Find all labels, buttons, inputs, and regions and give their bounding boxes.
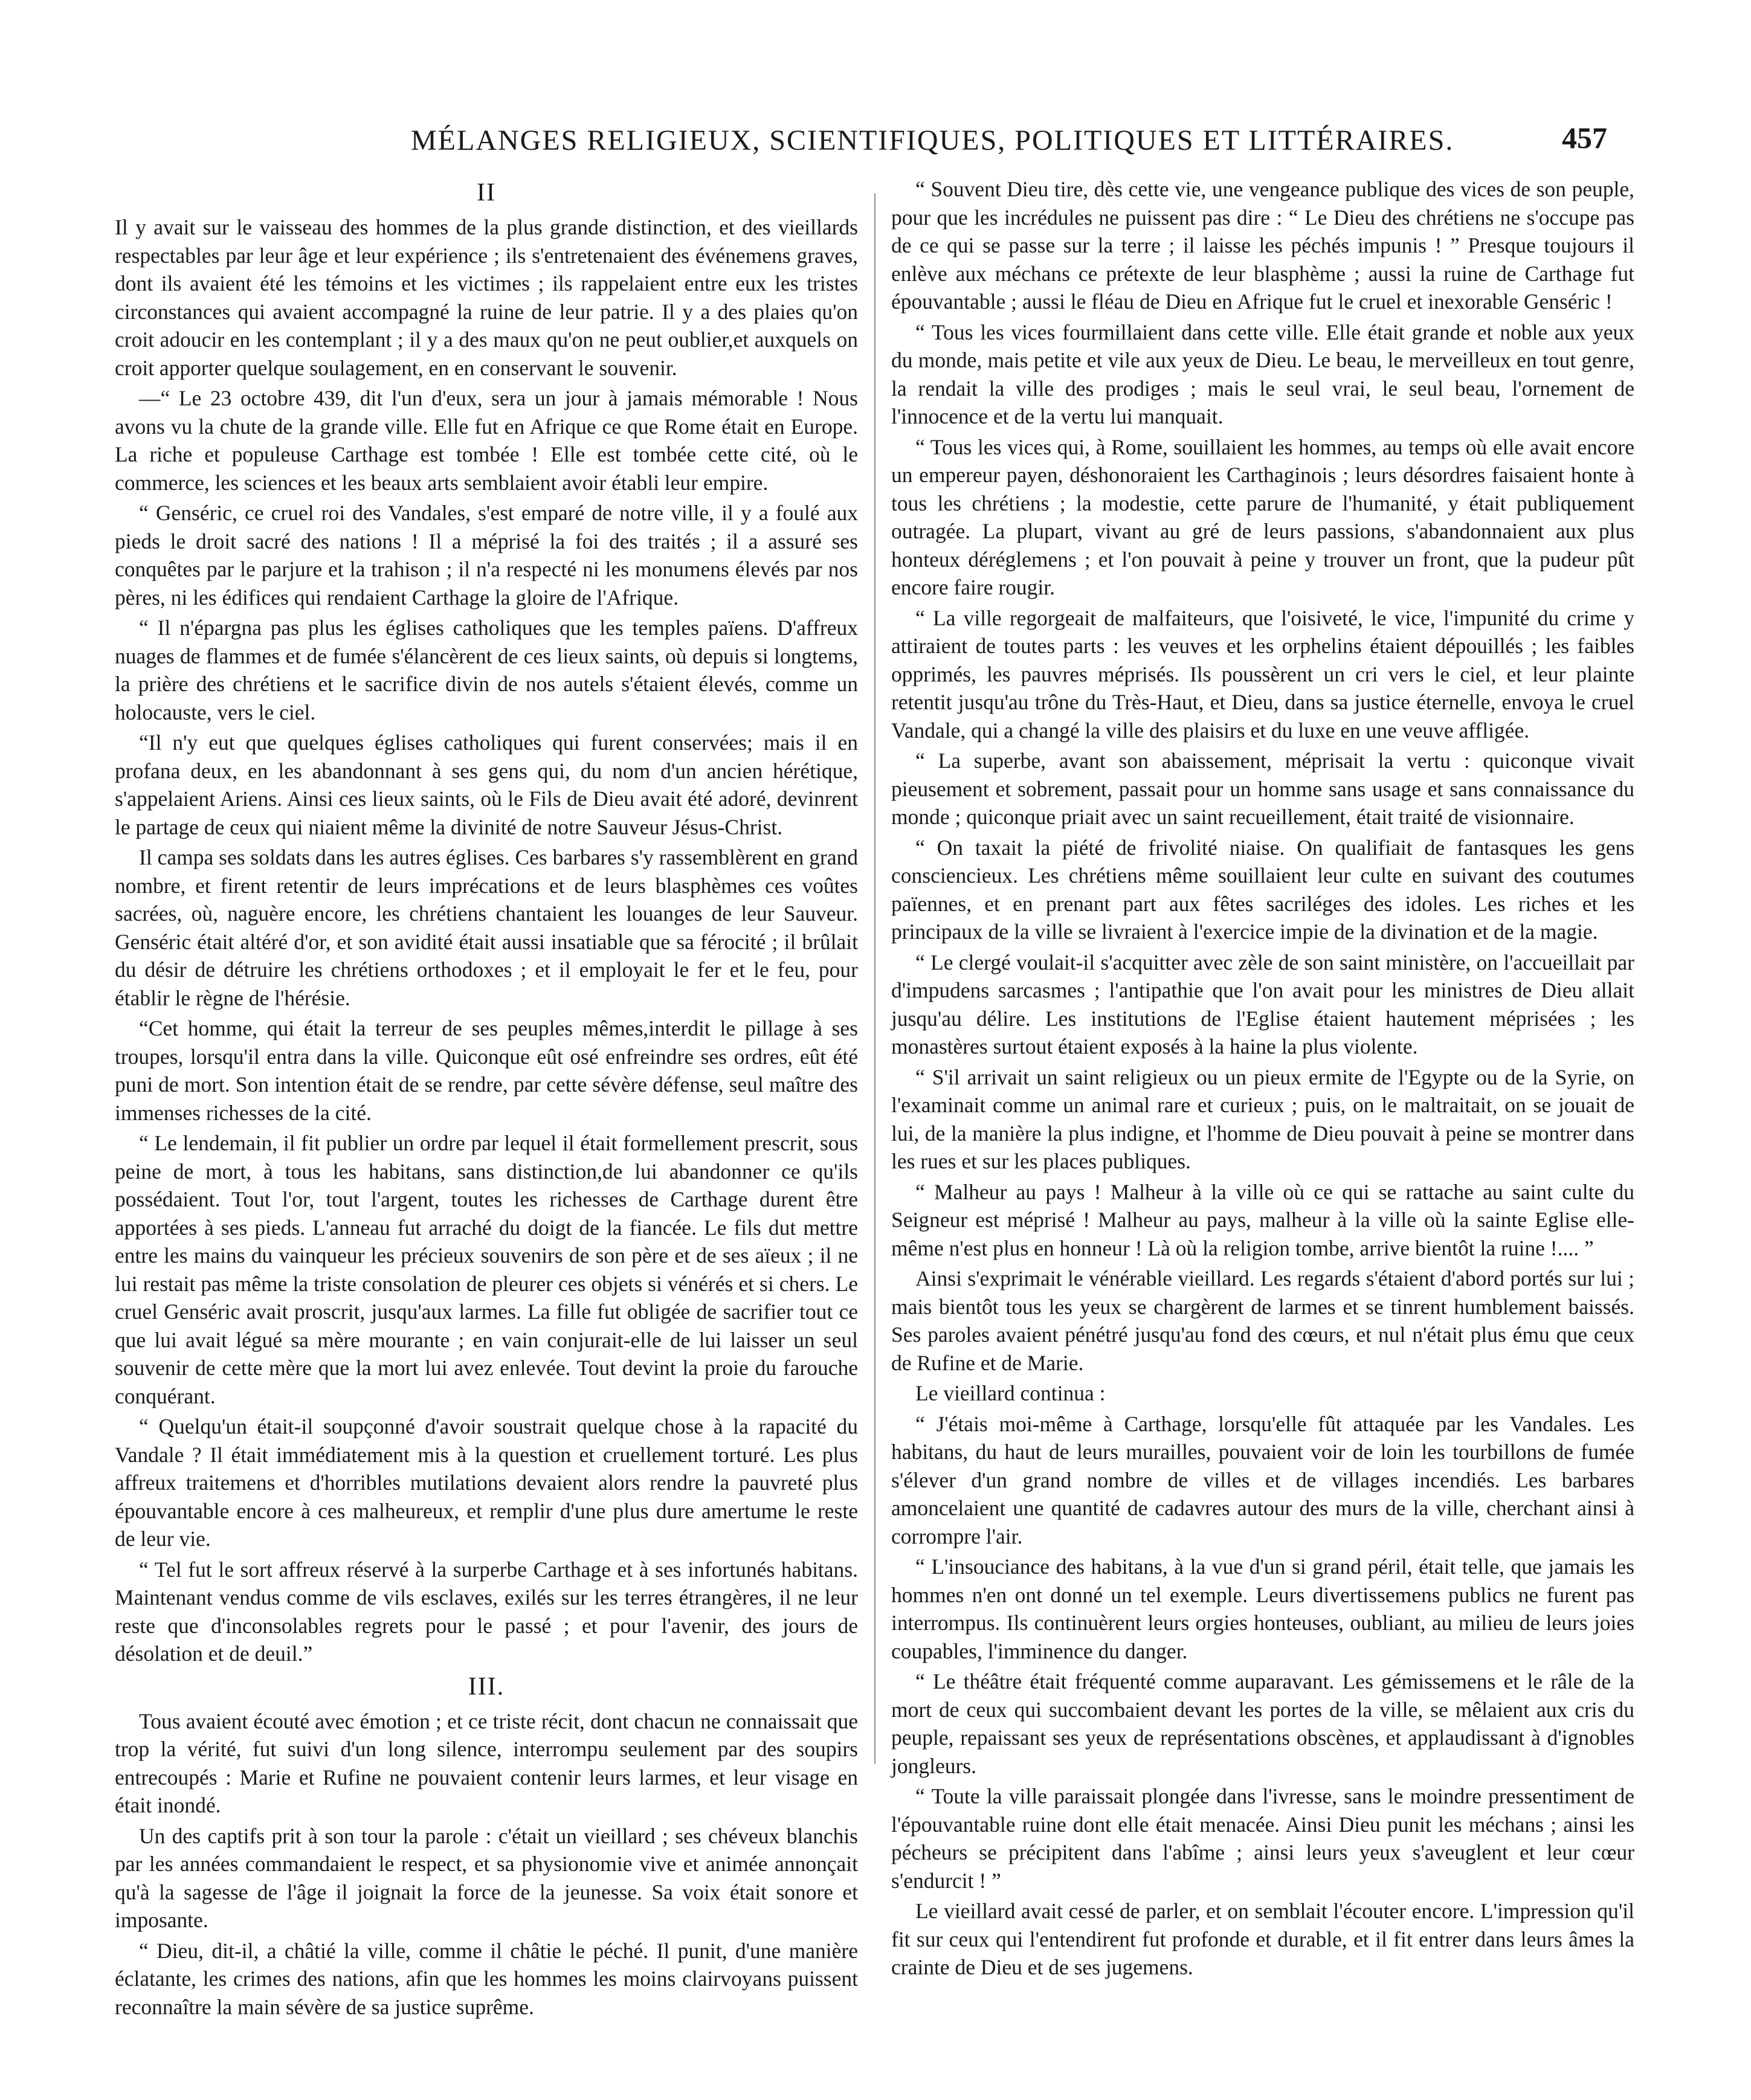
paragraph: “ Tous les vices fourmillaient dans cette ville. Elle était grande et noble aux yeux du monde, mais petite et vile aux yeux de Dieu. Le beau, le merveilleux en tout genre, la rendait la ville des prodiges ; mais le seul vrai, le seul beau, l'ornement de l'innocence et de la vertu lui manquait. (891, 320, 1634, 428)
paragraph: “ S'il arrivait un saint religieux ou un pieux ermite de l'Egypte ou de la Syrie, on l'examinait comme un animal rare et curieux ; puis, on le maltraitait, on se jouait de lui, de la manière la plus indigne, et l'homme de Dieu pouvait à peine se montrer dans les rues et sur les places publiques. (891, 1064, 1634, 1173)
paragraph: “ On taxait la piété de frivolité niaise. On qualifiait de fantasques les gens consciencieux. Les chrétiens même souillaient leur culte en suivant des coutumes païennes, et en prenant part aux fêtes sacriléges des idoles. Les riches et les principaux de la ville se livraient à l'exercice impie de la divination et de la magie. (891, 835, 1634, 944)
running-title: MÉLANGES RELIGIEUX, SCIENTIFIQUES, POLITIQUES ET LITTÉRAIRES. (411, 124, 1454, 156)
paragraph: Il y avait sur le vaisseau des hommes de la plus grande distinction, et des vieillards respectables par leur âge et leur expérience ; ils s'entretenaient des événemens graves, dont ils avaient été les témoins et les victimes ; ils rappelaient entre eux les tristes circonstances qui avaient accompagné la ruine de leur patrie. Il y a des plaies qu'on croit adoucir en les contemplant ; il y a des maux qu'on ne peut oublier,et auxquels on croit apporter quelque soulagement, en en conservant le souvenir. (115, 215, 858, 380)
paragraph: Il campa ses soldats dans les autres églises. Ces barbares s'y rassemblèrent en grand nombre, et firent retentir de leurs imprécations et de leurs blasphèmes ces voûtes sacrées, où, naguère encore, les chrétiens chantaient les louanges de leur Sauveur. Genséric était altéré d'or, et son avidité était aussi insatiable que sa férocité ; il brûlait du désir de détruire les chrétiens orthodoxes ; et il employait le fer et le feu, pour établir le règne de l'hérésie. (115, 845, 858, 1010)
paragraph: Le vieillard continua : (915, 1381, 1106, 1405)
paragraph: “ Le lendemain, il fit publier un ordre par lequel il était formellement prescrit, sous peine de mort, à tous les habitans, sans distinction,de lui abandonner ce qu'ils possédaient. Tout l'or, tout l'argent, toutes les richesses de Carthage durent être apportées à ses pieds. L'anneau fut arraché du doigt de la fiancée. Le fils dut mettre entre les mains du vainqueur les précieux souvenirs de son père et de ses aïeux ; il ne lui restait pas même la triste consolation de pleurer ces objets si vénérés et si chers. Le cruel Genséric avait proscrit, jusqu'aux larmes. La fille fut obligée de sacrifier tout ce que lui avait légué sa mère mourante ; en vain conjurait-elle de lui laisser un seul souvenir de cette mère que la mort lui avez enlevée. Tout devint la proie du farouche conquérant. (115, 1131, 858, 1408)
running-head (145, 121, 1607, 166)
paragraph: Le vieillard avait cessé de parler, et on semblait l'écouter encore. L'impression qu'il fit sur ceux qui l'entendirent fut profonde et durable, et il fit entrer dans leurs âmes la crainte de Dieu et de ses jugemens. (891, 1899, 1634, 1979)
paragraph: “ Il n'épargna pas plus les églises catholiques que les temples païens. D'affreux nuages de flammes et de fumée s'élancèrent de ces lieux saints, où depuis si longtems, la prière des chrétiens et le sacrifice divin de nos autels s'étaient élevés, comme un holocauste, vers le ciel. (115, 616, 858, 724)
paragraph: “ Le clergé voulait-il s'acquitter avec zèle de son saint ministère, on l'accueillait par d'impudens sarcasmes ; l'antipathie que l'on avait pour les ministres de Dieu allait jusqu'au délire. Les institutions de l'Eglise étaient hautement méprisées ; les monastères surtout étaient exposés à la haine la plus violente. (891, 950, 1634, 1058)
paragraph: “ Quelqu'un était-il soupçonné d'avoir soustrait quelque chose à la rapacité du Vandale ? Il était immédiatement mis à la question et cruellement torturé. Les plus affreux traitemens et d'horribles mutilations devaient alors rendre la pauvreté plus épouvantable encore à ces malheureux, et remplir d'une plus dure amertume le reste de leur vie. (115, 1414, 858, 1551)
paragraph: “ Souvent Dieu tire, dès cette vie, une vengeance publique des vices de son peuple, pour que les incrédules ne puissent pas dire : “ Le Dieu des chrétiens ne s'occupe pas de ce qui se passe sur la terre ; il laisse les péchés impunis ! ” Presque toujours il enlève aux méchans ce prétexte de leur blasphème ; aussi la ruine de Carthage fut épouvantable ; aussi le fléau de Dieu en Afrique fut le cruel et inexorable Genséric ! (891, 177, 1634, 314)
left-column (115, 175, 858, 2023)
column-rule (874, 193, 876, 1764)
paragraph: Ainsi s'exprimait le vénérable vieillard. Les regards s'étaient d'abord portés sur lui ; mais bientôt tous les yeux se chargèrent de larmes et se tinrent humblement baissés. Ses paroles avaient pénétré jusqu'au fond des cœurs, et nul n'était plus ému que ceux de Rufine et de Marie. (891, 1266, 1634, 1375)
paragraph: “ La ville regorgeait de malfaiteurs, que l'oisiveté, le vice, l'impunité du crime y attiraient de toutes parts : les veuves et les orphelins étaient dépouillés ; les faibles opprimés, les pauvres méprisés. Ils poussèrent un cri vers le ciel, et leur plainte retentit jusqu'au trône du Très-Haut, et Dieu, dans sa justice éternelle, envoya le cruel Vandale, qui a changé la ville des plaisirs et du luxe en une veuve affligée. (891, 605, 1634, 742)
section-heading-ii: II (477, 179, 496, 207)
paragraph: “ Le théâtre était fréquenté comme auparavant. Les gémissemens et le râle de la mort de ceux qui succombaient devant les portes de la ville, se mêlaient aux cris du peuple, repaissant ses yeux de représentations obscènes, et applaudissant à d'ignobles jongleurs. (891, 1669, 1634, 1778)
paragraph: “ La superbe, avant son abaissement, méprisait la vertu : quiconque vivait pieusement et sobrement, passait pour un homme sans usage et sans connaissance du monde ; quiconque priait avec un saint recueillement, était traité de visionnaire. (891, 749, 1634, 829)
paragraph: “ Dieu, dit-il, a châtié la ville, comme il châtie le péché. Il punit, d'une manière éclatante, les crimes des nations, afin que les hommes les moins clairvoyans puissent reconnaître la main sévère de sa justice suprême. (115, 1938, 858, 2019)
paragraph: “ Tel fut le sort affreux réservé à la surperbe Carthage et à ses infortunés habitans. Maintenant vendus comme de vils esclaves, exilés sur les terres étrangères, il ne leur reste que d'inconsolables regrets pour le passé ; et pour l'avenir, des jours de désolation et de deuil.” (115, 1557, 858, 1666)
paragraph: Un des captifs prit à son tour la parole : c'était un vieillard ; ses chéveux blanchis par les années commandaient le respect, et sa physionomie vive et animée annonçait qu'à la sagesse de l'âge il joignait la force de la jeunesse. Sa voix était sonore et imposante. (115, 1823, 858, 1933)
paragraph: “ Tous les vices qui, à Rome, souillaient les hommes, au temps où elle avait encore un empereur payen, déshonoraient les Carthaginois ; leurs désordres faisaient honte à tous les chrétiens ; la modestie, cette parure de l'humanité, y était publiquement outragée. La plupart, vivant au gré de leurs passions, s'abandonnaient aux plus honteux déréglemens ; et l'on pouvait à peine y trouver un front, que la pudeur pût encore faire rougir. (891, 434, 1634, 599)
paragraph: “Cet homme, qui était la terreur de ses peuples mêmes,interdit le pillage à ses troupes, lorsqu'il entra dans la ville. Quiconque eût osé enfreindre ses ordres, eût été puni de mort. Son intention était de se rendre, par cette sévère défense, seul maître des immenses richesses de la cité. (115, 1016, 858, 1125)
paragraph: “ J'étais moi-même à Carthage, lorsqu'elle fût attaquée par les Vandales. Les habitans, du haut de leurs murailles, pouvaient voir de loin les tourbillons de fumée s'élever d'un grand nombre de villes et de villages incendiés. Les barbares amoncelaient une quantité de cadavres autour des murs de la ville, cherchant ainsi à corrompre l'air. (891, 1411, 1634, 1548)
paragraph: —“ Le 23 octobre 439, dit l'un d'eux, sera un jour à jamais mémorable ! Nous avons vu la chute de la grande ville. Elle fut en Afrique ce que Rome était en Europe. La riche et populeuse Carthage est tombée ! Elle est tombée cette cité, où le commerce, les sciences et les beaux arts semblaient avoir établi leur empire. (115, 386, 858, 495)
paragraph: “Il n'y eut que quelques églises catholiques qui furent conservées; mais il en profana deux, en les abandonnant à ses gens qui, du nom d'un ancien hérétique, s'appelaient Ariens. Ainsi ces lieux saints, où le Fils de Dieu avait été adoré, devinrent le partage de ceux qui niaient même la divinité de notre Sauveur Jésus-Christ. (115, 730, 858, 839)
page-number: 457 (1562, 121, 1607, 155)
paragraph: “ Toute la ville paraissait plongée dans l'ivresse, sans le moindre pressentiment de l'épouvantable ruine dont elle était menacée. Ainsi Dieu punit les méchans ; ainsi les pécheurs se précipitent dans l'abîme ; ainsi leurs yeux s'aveuglent et leur cœur s'endurcit ! ” (891, 1784, 1634, 1893)
paragraph: “ Malheur au pays ! Malheur à la ville où ce qui se rattache au saint culte du Seigneur est méprisé ! Malheur au pays, malheur à la ville où la sainte Eglise elle-même n'est plus en honneur ! Là où la religion tombe, arrive bientôt la ruine !.... ” (891, 1179, 1634, 1260)
section-heading-iii: III. (468, 1672, 505, 1701)
paragraph: Tous avaient écouté avec émotion ; et ce triste récit, dont chacun ne connaissait que trop la vérité, fut suivi d'un long silence, interrompu seulement par des soupirs entrecoupés : Marie et Rufine ne pouvaient contenir leurs larmes, et leur visage en était inondé. (115, 1709, 858, 1818)
paragraph: “ L'insouciance des habitans, à la vue d'un si grand péril, était telle, que jamais les hommes n'en ont donné un tel exemple. Leurs divertissemens publics ne furent pas interrompus. Ils continuèrent leurs orgies honteuses, oubliant, au milieu de leurs joies coupables, l'imminence du danger. (891, 1554, 1634, 1663)
paragraph: “ Genséric, ce cruel roi des Vandales, s'est emparé de notre ville, il y a foulé aux pieds le droit sacré des nations ! Il a méprisé la foi des traités ; il a assuré ses conquêtes par le parjure et la trahison ; il n'a respecté ni les monumens élevés par nos pères, ni les édifices qui rendaient Carthage la gloire de l'Afrique. (115, 501, 858, 610)
right-column (891, 175, 1634, 1984)
